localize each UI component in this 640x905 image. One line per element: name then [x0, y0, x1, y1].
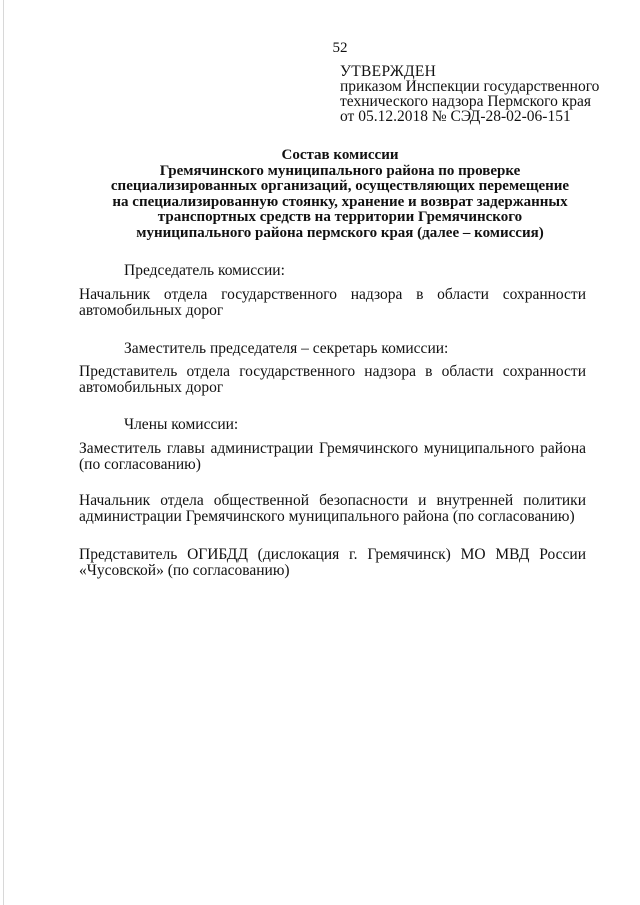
member-entry: [79, 287, 586, 319]
member-line: Представитель отдела государственного надзора в области сохранности: [79, 363, 586, 380]
member-entry: [79, 364, 586, 396]
title-line: Состав комиссии: [281, 147, 399, 163]
member-line: Начальник отдела государственного надзора в области сохранности: [79, 286, 586, 303]
document-title: [95, 148, 585, 241]
section-heading-members: Члены комиссии:: [124, 416, 239, 433]
title-line: транспортных средств на территории Гремячинского: [157, 209, 523, 225]
member-line: (по согласованию): [79, 456, 201, 473]
member-line: автомобильных дорог: [79, 379, 224, 396]
member-line: администрации Гремячинского муниципального района (по согласованию): [79, 508, 575, 525]
title-line: Гремячинского муниципального района по проверке: [159, 162, 521, 179]
member-line: автомобильных дорог: [79, 302, 224, 319]
member-entry: [79, 547, 586, 579]
title-line: муниципального района пермского края (далее – комиссия): [136, 224, 544, 241]
page-number: 52: [332, 40, 348, 56]
member-line: Представитель ОГИБДД (дислокация г. Гремячинск) МО МВД России: [79, 546, 586, 563]
section-heading-deputy: Заместитель председателя – секретарь комиссии:: [124, 340, 449, 357]
member-entry: [79, 441, 586, 473]
title-line: на специализированную стоянку, хранение и возврат задержанных: [112, 193, 568, 210]
member-line: Заместитель главы администрации Гремячинского муниципального района: [79, 440, 586, 457]
scan-edge-line: [3, 0, 4, 905]
section-heading-chairman: Председатель комиссии:: [124, 262, 285, 279]
approval-block: [340, 64, 599, 124]
approval-line: технического надзора Пермского края: [340, 93, 592, 110]
member-line: «Чусовской» (по согласованию): [79, 562, 290, 579]
member-line: Начальник отдела общественной безопасности и внутренней политики: [79, 492, 586, 509]
member-entry: [79, 493, 586, 525]
title-line: специализированных организаций, осуществляющих перемещение: [110, 178, 570, 194]
approval-line: от 05.12.2018 № СЭД-28-02-06-151: [340, 108, 571, 125]
approval-line: приказом Инспекции государственного: [340, 78, 600, 95]
approval-stamp: УТВЕРЖДЕН: [340, 63, 437, 80]
